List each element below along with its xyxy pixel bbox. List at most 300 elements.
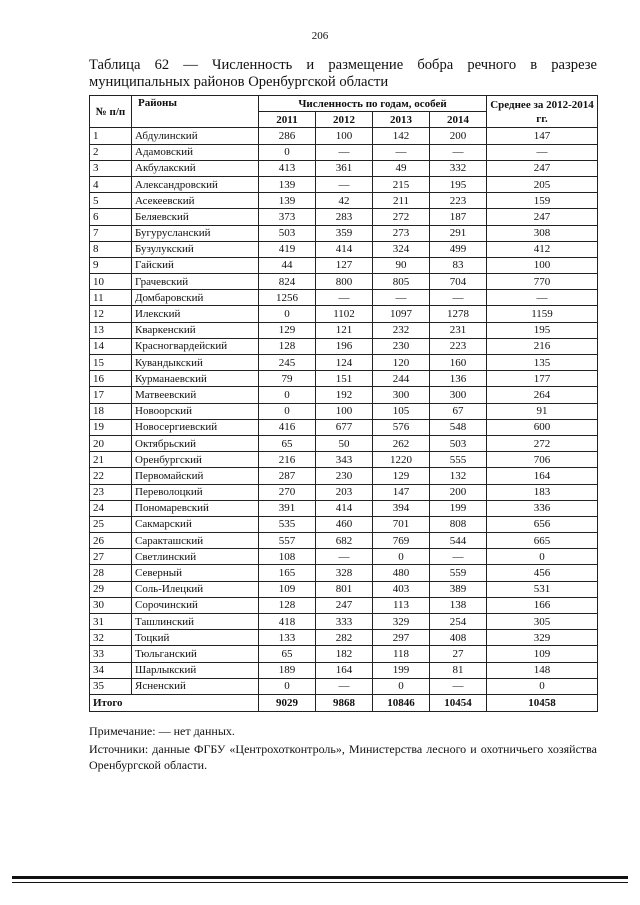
table-row [90,193,598,209]
district-name: Сакмарский [132,516,259,532]
row-number: 33 [90,646,132,662]
year-value: 373 [259,209,316,225]
row-number: 28 [90,565,132,581]
year-value: — [373,290,430,306]
year-value: 83 [430,257,487,273]
average-value: 159 [487,193,598,209]
header-district: Районы [132,96,259,128]
average-value: 770 [487,274,598,290]
row-number: 22 [90,468,132,484]
year-value: 108 [259,549,316,565]
year-value: 808 [430,516,487,532]
average-value: 216 [487,338,598,354]
caption-line-1: Таблица 62 — Численность и размещение бобра речного в разрезе [89,57,597,73]
year-value: 413 [259,160,316,176]
year-value: 129 [373,468,430,484]
total-average-value: 10458 [487,694,598,711]
row-number: 16 [90,371,132,387]
year-value: 90 [373,257,430,273]
year-value: 151 [316,371,373,387]
district-name: Бугурусланский [132,225,259,241]
row-number: 14 [90,338,132,354]
row-number: 26 [90,533,132,549]
average-value: 164 [487,468,598,484]
header-year-2011: 2011 [259,112,316,128]
average-value: 1159 [487,306,598,322]
average-value: 135 [487,355,598,371]
year-value: 333 [316,614,373,630]
district-name: Тоцкий [132,630,259,646]
district-name: Асекеевский [132,193,259,209]
year-value: 100 [316,403,373,419]
table-row [90,646,598,662]
average-value: 706 [487,452,598,468]
year-value: 216 [259,452,316,468]
average-value: 91 [487,403,598,419]
district-name: Шарлыкский [132,662,259,678]
year-value: 136 [430,371,487,387]
table-row [90,678,598,694]
year-value: 503 [259,225,316,241]
average-value: 531 [487,581,598,597]
row-number: 23 [90,484,132,500]
year-value: 0 [259,403,316,419]
average-value: 308 [487,225,598,241]
row-number: 7 [90,225,132,241]
year-value: 701 [373,516,430,532]
year-value: 286 [259,128,316,144]
average-value: 264 [487,387,598,403]
year-value: 211 [373,193,430,209]
year-value: 0 [259,306,316,322]
table-row [90,338,598,354]
year-value: 109 [259,581,316,597]
year-value: 805 [373,274,430,290]
year-value: 557 [259,533,316,549]
average-value: 183 [487,484,598,500]
year-value: 127 [316,257,373,273]
year-value: 0 [373,678,430,694]
table-row [90,290,598,306]
year-value: 535 [259,516,316,532]
row-number: 35 [90,678,132,694]
average-value: 247 [487,209,598,225]
table-row [90,387,598,403]
table-row [90,403,598,419]
table-row [90,209,598,225]
year-value: 414 [316,500,373,516]
row-number: 13 [90,322,132,338]
year-value: 245 [259,355,316,371]
row-number: 19 [90,419,132,435]
row-number: 2 [90,144,132,160]
year-value: 160 [430,355,487,371]
row-number: 32 [90,630,132,646]
table-row [90,614,598,630]
district-name: Соль-Илецкий [132,581,259,597]
district-name: Кувандыкский [132,355,259,371]
row-number: 9 [90,257,132,273]
year-value: 418 [259,614,316,630]
year-value: 559 [430,565,487,581]
year-value: — [430,290,487,306]
year-value: 118 [373,646,430,662]
year-value: 499 [430,241,487,257]
year-value: 105 [373,403,430,419]
year-value: — [430,144,487,160]
year-value: 81 [430,662,487,678]
year-value: 300 [430,387,487,403]
year-value: 182 [316,646,373,662]
district-name: Грачевский [132,274,259,290]
year-value: 223 [430,193,487,209]
row-number: 17 [90,387,132,403]
table-row [90,355,598,371]
year-value: 247 [316,597,373,613]
year-value: 544 [430,533,487,549]
year-value: — [316,144,373,160]
year-value: 297 [373,630,430,646]
year-value: 480 [373,565,430,581]
year-value: 187 [430,209,487,225]
year-value: 324 [373,241,430,257]
district-name: Переволоцкий [132,484,259,500]
district-name: Тюльганский [132,646,259,662]
year-value: 282 [316,630,373,646]
year-value: 394 [373,500,430,516]
year-value: 132 [430,468,487,484]
year-value: 391 [259,500,316,516]
year-value: 42 [316,193,373,209]
row-number: 24 [90,500,132,516]
year-value: 270 [259,484,316,500]
year-value: 361 [316,160,373,176]
year-value: — [373,144,430,160]
table-row [90,371,598,387]
year-value: 230 [316,468,373,484]
district-name: Гайский [132,257,259,273]
footer-rule-thick [12,876,628,879]
table-row [90,144,598,160]
year-value: 231 [430,322,487,338]
average-value: 205 [487,176,598,192]
year-value: 139 [259,176,316,192]
header-number: № п/п [90,96,132,128]
average-value: 329 [487,630,598,646]
year-value: 548 [430,419,487,435]
total-year-value: 10454 [430,694,487,711]
table-row [90,274,598,290]
year-value: 414 [316,241,373,257]
table-caption [89,57,597,91]
year-value: 200 [430,484,487,500]
year-value: 129 [259,322,316,338]
year-value: 283 [316,209,373,225]
district-name: Илекский [132,306,259,322]
row-number: 21 [90,452,132,468]
row-number: 30 [90,597,132,613]
average-value: 247 [487,160,598,176]
district-name: Домбаровский [132,290,259,306]
year-value: 262 [373,435,430,451]
table-body [90,128,598,712]
year-value: 230 [373,338,430,354]
page-number: 206 [311,30,329,42]
table-row [90,322,598,338]
year-value: 50 [316,435,373,451]
year-value: 576 [373,419,430,435]
year-value: 287 [259,468,316,484]
caption-line-2: муниципальных районов Оренбургской области [89,74,389,90]
year-value: 800 [316,274,373,290]
district-name: Беляевский [132,209,259,225]
table-row [90,160,598,176]
year-value: 120 [373,355,430,371]
average-value: 665 [487,533,598,549]
year-value: — [430,549,487,565]
average-value: 177 [487,371,598,387]
year-value: 165 [259,565,316,581]
row-number: 20 [90,435,132,451]
row-number: 12 [90,306,132,322]
year-value: 291 [430,225,487,241]
average-value: 656 [487,516,598,532]
header-year-2014: 2014 [430,112,487,128]
district-name: Саракташский [132,533,259,549]
average-value: 148 [487,662,598,678]
average-value: 336 [487,500,598,516]
year-value: 1220 [373,452,430,468]
table-row [90,419,598,435]
year-value: 244 [373,371,430,387]
district-name: Курманаевский [132,371,259,387]
year-value: 121 [316,322,373,338]
row-number: 1 [90,128,132,144]
table-row [90,581,598,597]
year-value: 682 [316,533,373,549]
average-value: 456 [487,565,598,581]
year-value: 200 [430,128,487,144]
district-name: Абдулинский [132,128,259,144]
year-value: 65 [259,435,316,451]
district-name: Оренбургский [132,452,259,468]
footer-rule-thin [12,882,628,883]
year-value: 677 [316,419,373,435]
table-row [90,128,598,144]
row-number: 6 [90,209,132,225]
table-row [90,533,598,549]
year-value: 139 [259,193,316,209]
average-value: 109 [487,646,598,662]
year-value: 0 [259,678,316,694]
year-value: 769 [373,533,430,549]
year-value: 203 [316,484,373,500]
table-row [90,630,598,646]
year-value: 164 [316,662,373,678]
year-value: 133 [259,630,316,646]
year-value: — [316,549,373,565]
district-name: Пономаревский [132,500,259,516]
total-year-value: 9868 [316,694,373,711]
average-value: 195 [487,322,598,338]
district-name: Первомайский [132,468,259,484]
year-value: 199 [373,662,430,678]
average-value: 272 [487,435,598,451]
year-value: 44 [259,257,316,273]
district-name: Октябрьский [132,435,259,451]
year-value: 215 [373,176,430,192]
table-row [90,662,598,678]
district-name: Новосергиевский [132,419,259,435]
row-number: 3 [90,160,132,176]
row-number: 8 [90,241,132,257]
row-number: 31 [90,614,132,630]
row-number: 27 [90,549,132,565]
district-name: Ташлинский [132,614,259,630]
year-value: — [430,678,487,694]
total-row [90,694,598,711]
year-value: 196 [316,338,373,354]
total-year-value: 9029 [259,694,316,711]
district-name: Сорочинский [132,597,259,613]
year-value: 79 [259,371,316,387]
year-value: 272 [373,209,430,225]
year-value: 100 [316,128,373,144]
year-value: 408 [430,630,487,646]
header-year-2013: 2013 [373,112,430,128]
year-value: 147 [373,484,430,500]
row-number: 18 [90,403,132,419]
district-name: Кваркенский [132,322,259,338]
table-row [90,565,598,581]
header-year-2012: 2012 [316,112,373,128]
year-value: 416 [259,419,316,435]
table-row [90,176,598,192]
table-row [90,468,598,484]
row-number: 4 [90,176,132,192]
year-value: 403 [373,581,430,597]
year-value: 824 [259,274,316,290]
year-value: 124 [316,355,373,371]
row-number: 29 [90,581,132,597]
year-value: 0 [259,144,316,160]
year-value: — [316,290,373,306]
year-value: 0 [259,387,316,403]
year-value: 65 [259,646,316,662]
year-value: 67 [430,403,487,419]
year-value: 27 [430,646,487,662]
sources-text: Источники: данные ФГБУ «Центрохотконтроль», Министерства лесного и охотничьего хозяйства Оренбургской области. [89,742,597,772]
year-value: 113 [373,597,430,613]
year-value: 49 [373,160,430,176]
year-value: 128 [259,338,316,354]
average-value: 147 [487,128,598,144]
year-value: 254 [430,614,487,630]
average-value: 305 [487,614,598,630]
year-value: 704 [430,274,487,290]
header-count-group: Численность по годам, особей [259,96,487,112]
table-row [90,257,598,273]
district-name: Акбулакский [132,160,259,176]
table-row [90,241,598,257]
year-value: 273 [373,225,430,241]
year-value: 389 [430,581,487,597]
year-value: 199 [430,500,487,516]
beaver-population-table [89,95,598,712]
year-value: 419 [259,241,316,257]
year-value: 223 [430,338,487,354]
year-value: 1097 [373,306,430,322]
year-value: 332 [430,160,487,176]
table-row [90,484,598,500]
table-note: Примечание: — нет данных. [89,724,235,738]
average-value: 0 [487,678,598,694]
average-value: 412 [487,241,598,257]
row-number: 34 [90,662,132,678]
table-row [90,435,598,451]
row-number: 15 [90,355,132,371]
year-value: 300 [373,387,430,403]
year-value: — [316,176,373,192]
year-value: 328 [316,565,373,581]
district-name: Красногвардейский [132,338,259,354]
row-number: 11 [90,290,132,306]
average-value: 100 [487,257,598,273]
district-name: Северный [132,565,259,581]
year-value: 142 [373,128,430,144]
year-value: — [316,678,373,694]
year-value: 1256 [259,290,316,306]
year-value: 232 [373,322,430,338]
district-name: Новоорский [132,403,259,419]
year-value: 801 [316,581,373,597]
year-value: 503 [430,435,487,451]
table-row [90,452,598,468]
row-number: 5 [90,193,132,209]
total-label: Итого [90,694,259,711]
year-value: 555 [430,452,487,468]
table-row [90,225,598,241]
year-value: 189 [259,662,316,678]
row-number: 25 [90,516,132,532]
district-name: Ясненский [132,678,259,694]
year-value: 460 [316,516,373,532]
year-value: 1102 [316,306,373,322]
year-value: 343 [316,452,373,468]
average-value: — [487,144,598,160]
year-value: 329 [373,614,430,630]
year-value: 0 [373,549,430,565]
year-value: 192 [316,387,373,403]
year-value: 128 [259,597,316,613]
average-value: 600 [487,419,598,435]
year-value: 138 [430,597,487,613]
table-row [90,516,598,532]
average-value: 166 [487,597,598,613]
average-value: — [487,290,598,306]
year-value: 1278 [430,306,487,322]
district-name: Адамовский [132,144,259,160]
row-number: 10 [90,274,132,290]
table-row [90,306,598,322]
district-name: Александровский [132,176,259,192]
header-average: Среднее за 2012-2014 гг. [487,96,598,128]
year-value: 359 [316,225,373,241]
total-year-value: 10846 [373,694,430,711]
table-row [90,500,598,516]
average-value: 0 [487,549,598,565]
district-name: Бузулукский [132,241,259,257]
